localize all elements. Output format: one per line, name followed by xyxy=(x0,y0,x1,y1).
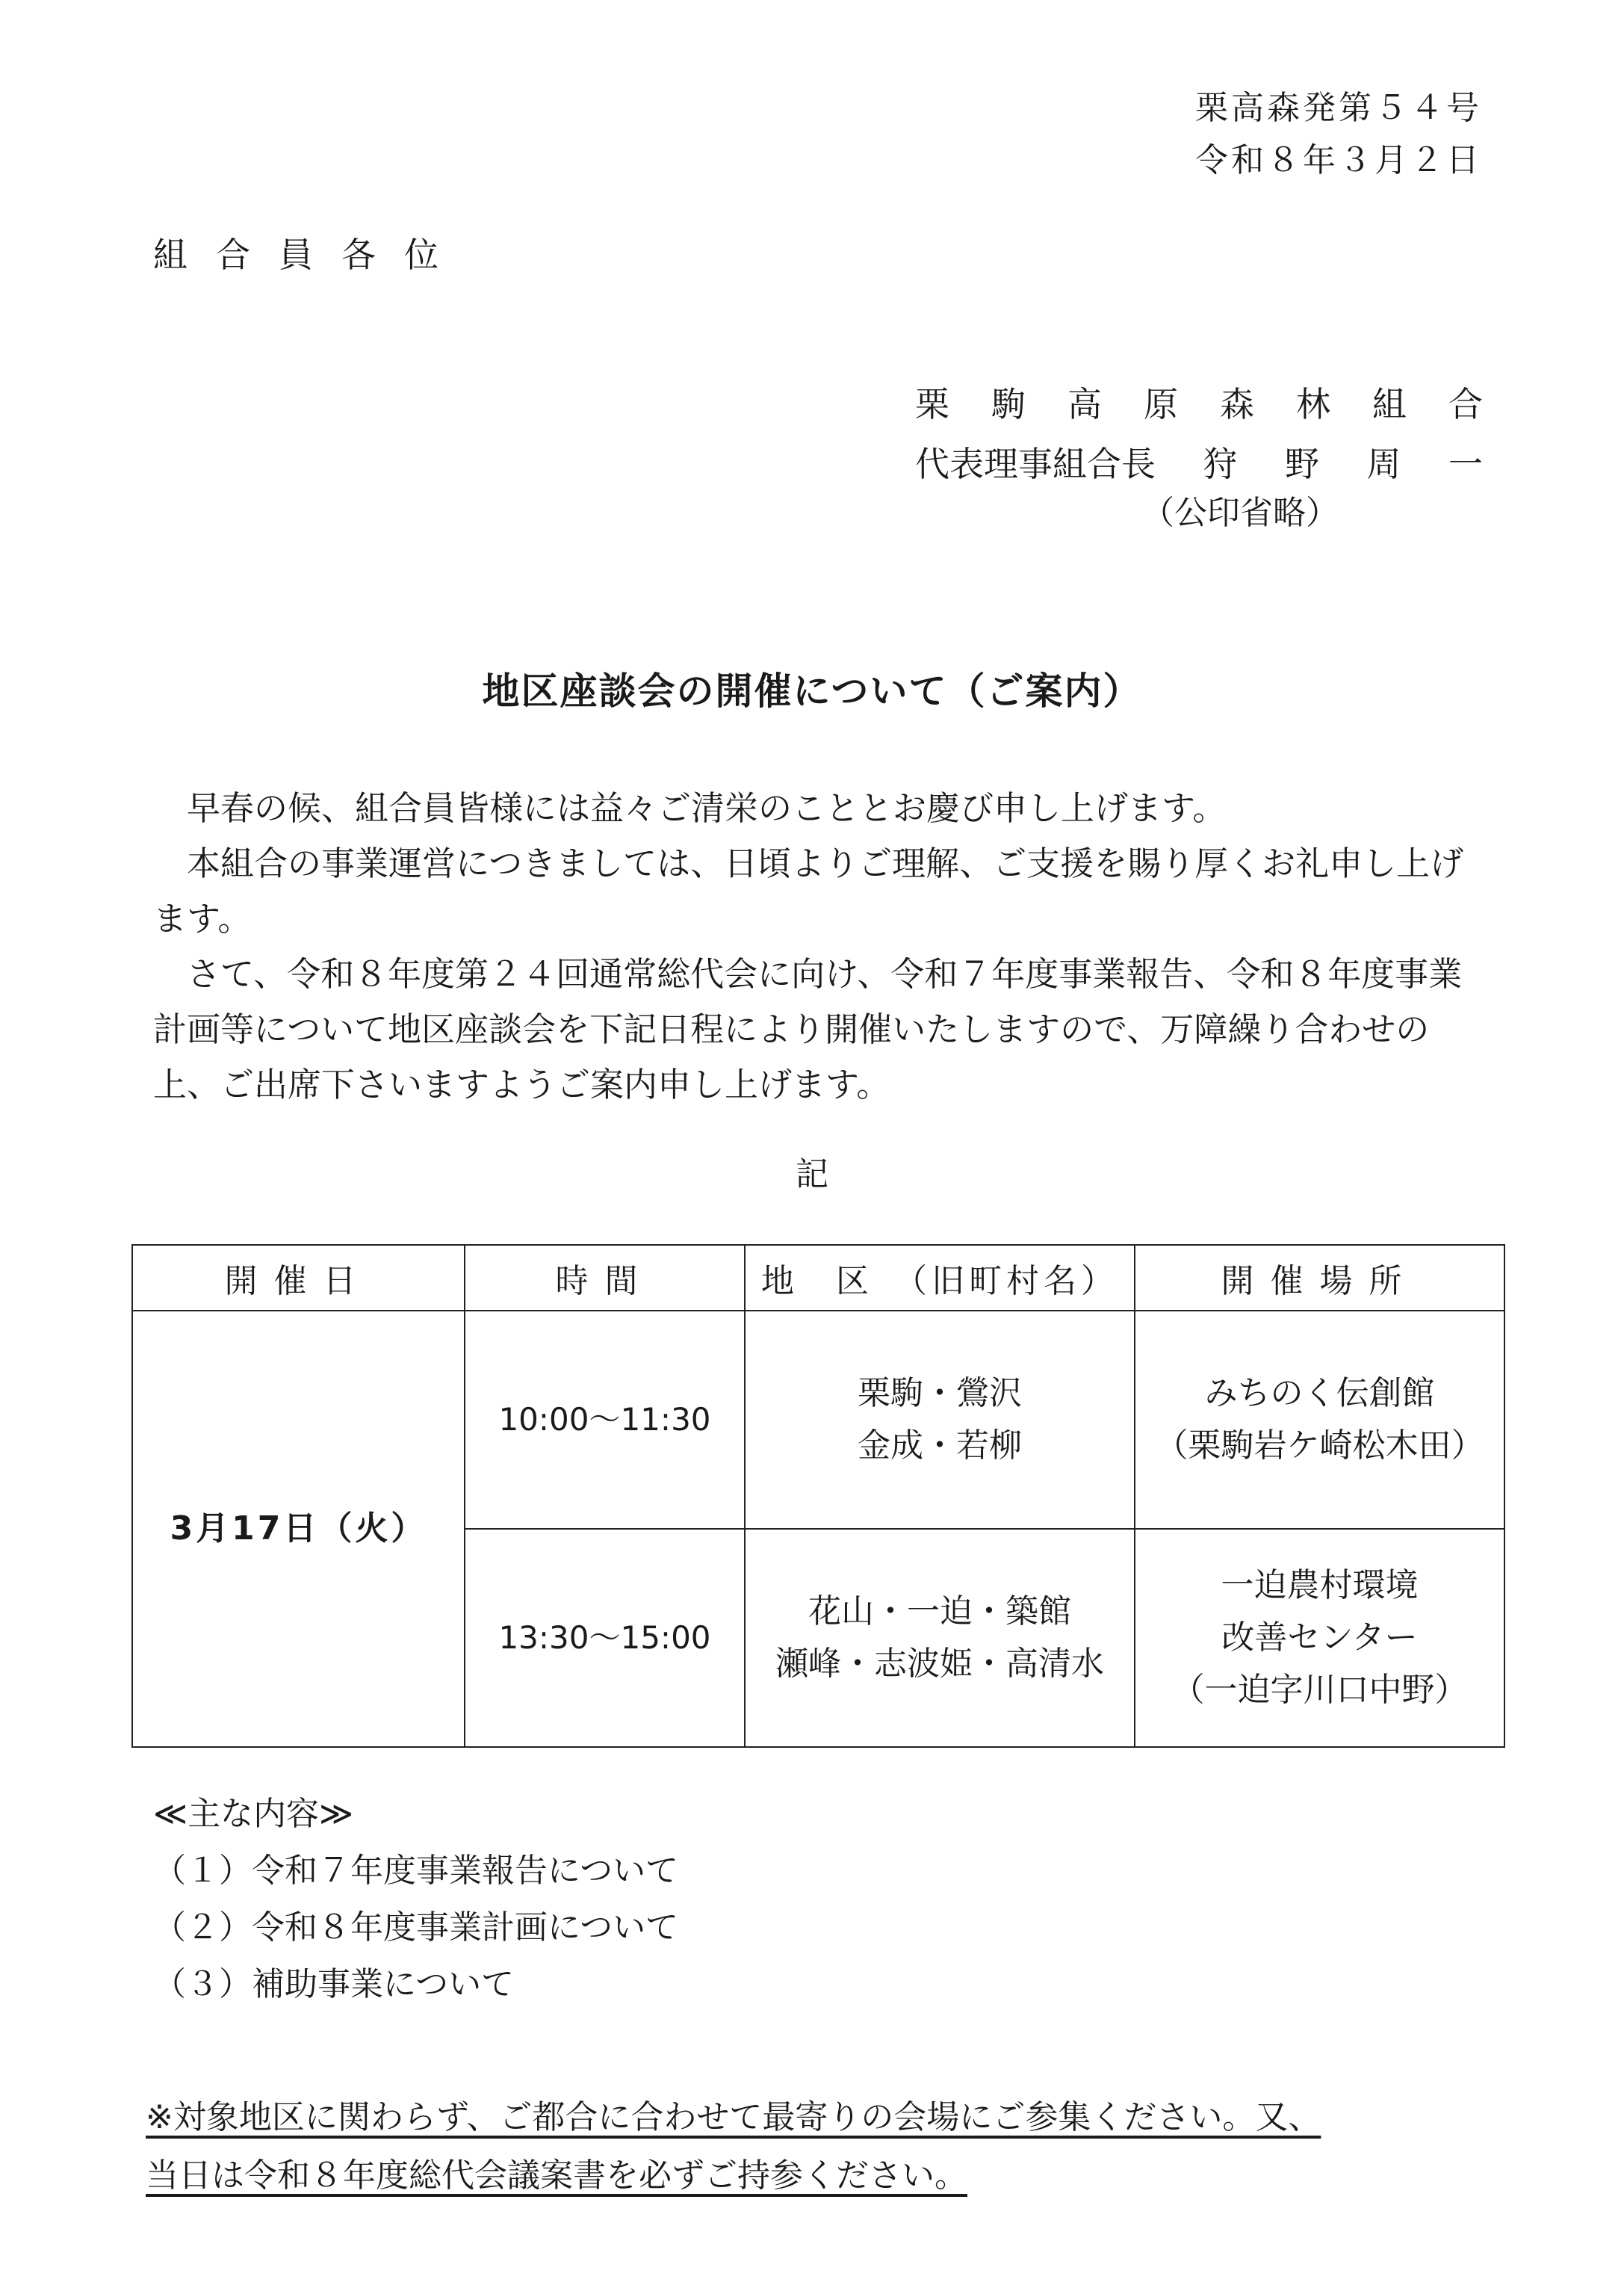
body-text xyxy=(153,781,1483,1113)
notice-line-1: ※対象地区に関わらず、ご都合に合わせて最寄りの会場にご参集ください。又、 xyxy=(146,2098,1321,2136)
body-paragraph-2: 本組合の事業運営につきましては、日頃よりご理解、ご支援を賜り厚くお礼申し上げます。 xyxy=(153,844,1464,939)
session-venue: 一迫農村環境 改善センター （一迫字川口中野） xyxy=(1135,1529,1504,1747)
document-number: 栗高森発第５４号 xyxy=(1195,89,1482,127)
schedule-header-row xyxy=(132,1245,1504,1311)
schedule-table xyxy=(131,1244,1505,1748)
session-district: 栗駒・鶯沢 金成・若柳 xyxy=(745,1311,1135,1529)
header-district: 地 区 （旧町村名） xyxy=(745,1245,1135,1311)
ki-heading: 記 xyxy=(796,1155,828,1193)
list-item: （２）令和８年度事業計画について xyxy=(153,1908,679,1947)
header-venue: 開催場所 xyxy=(1135,1245,1504,1311)
body-paragraph-3: さて、令和８年度第２４回通常総代会に向け、令和７年度事業報告、令和８年度事業計画等について地区座談会を下記日程により開催いたしますので、万障繰り合わせの上、ご出席下さいますようご案内申し上げます。 xyxy=(153,954,1463,1104)
session-time: 13:30〜15:00 xyxy=(465,1529,745,1747)
document-title: 地区座談会の開催について（ご案内） xyxy=(482,670,1142,713)
header-date: 開催日 xyxy=(132,1245,465,1311)
addressee: 組合員各位 xyxy=(153,235,467,275)
list-item: （１）令和７年度事業報告について xyxy=(153,1852,679,1890)
session-time: 10:00〜11:30 xyxy=(465,1311,745,1529)
sender-organization: 栗 駒 高 原 森 林 組 合 xyxy=(915,384,1483,424)
seal-omitted-note: （公印省略） xyxy=(1141,494,1339,532)
notice-line-2: 当日は令和８年度総代会議案書を必ずご持参ください。 xyxy=(146,2157,967,2195)
header-time: 時間 xyxy=(465,1245,745,1311)
notice xyxy=(146,2089,1321,2205)
sender-title: 代表理事組合長 xyxy=(915,444,1156,484)
main-contents xyxy=(153,1786,678,2013)
session-district: 花山・一迫・築館 瀬峰・志波姫・高清水 xyxy=(745,1529,1135,1747)
sender-block xyxy=(915,377,1483,497)
list-item: （３）補助事業について xyxy=(153,1965,515,2003)
meeting-date: 3月17日（火） xyxy=(132,1311,465,1747)
sender-representative: 代表理事組合長 狩 野 周 一 xyxy=(915,437,1483,497)
session-venue: みちのく伝創館 （栗駒岩ケ崎松木田） xyxy=(1135,1311,1504,1529)
document-date: 令和８年３月２日 xyxy=(1195,141,1482,179)
body-paragraph-1: 早春の候、組合員皆様には益々ご清栄のこととお慶び申し上げます。 xyxy=(187,788,1227,828)
table-row xyxy=(132,1311,1504,1529)
contents-heading: ≪主な内容≫ xyxy=(153,1795,354,1833)
